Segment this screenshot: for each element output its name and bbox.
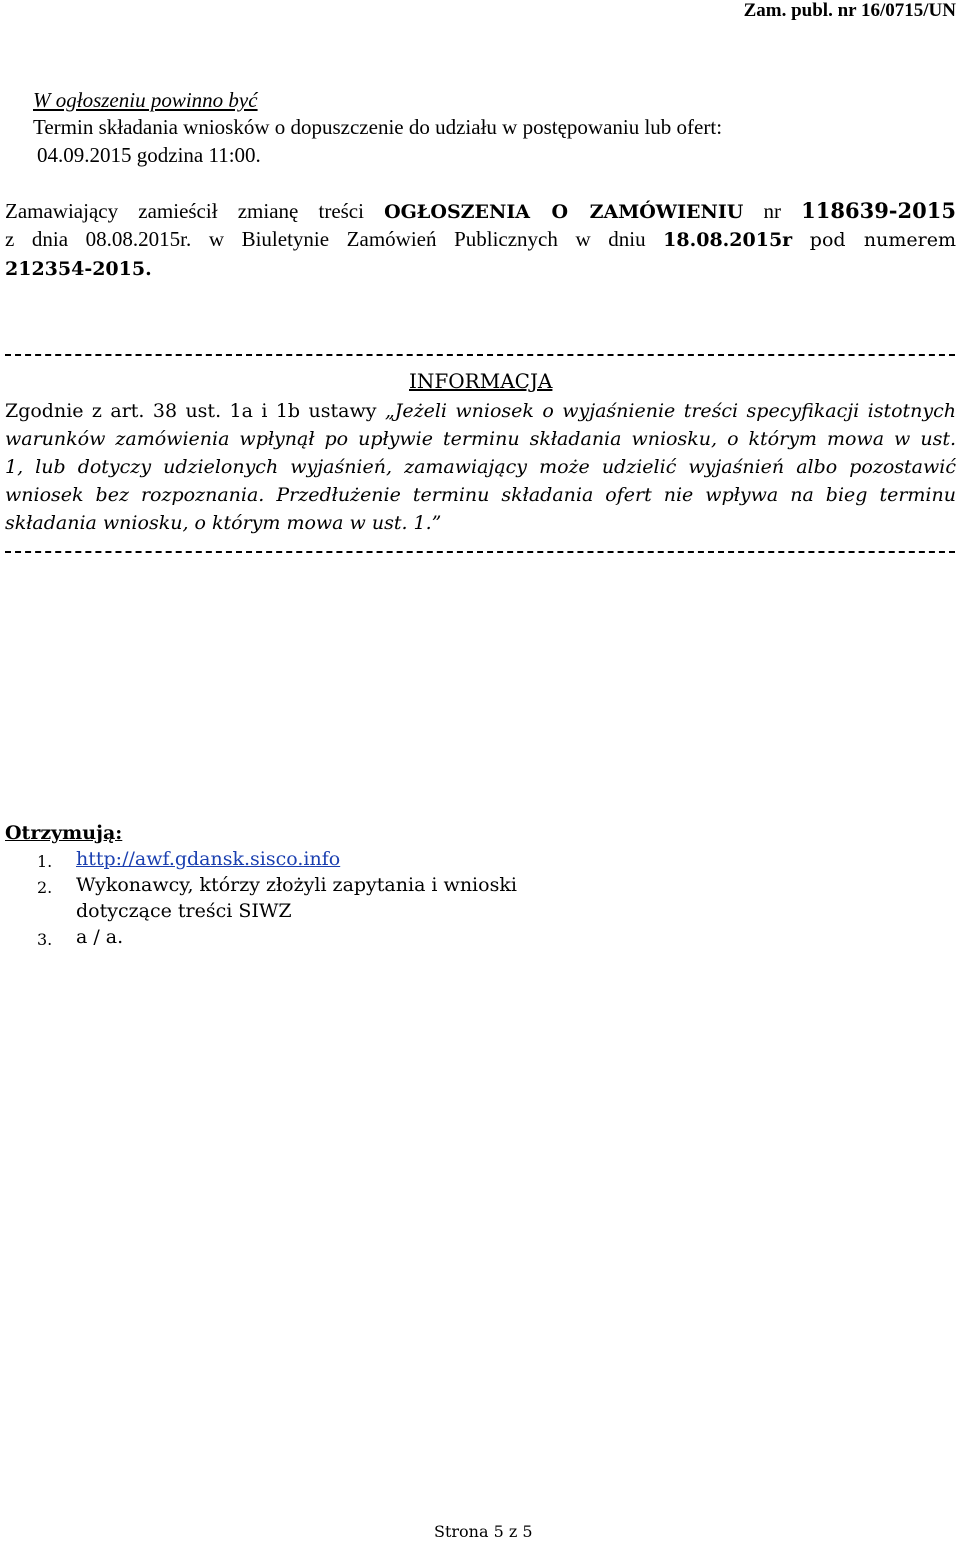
info-text-plain: Zgodnie z art. 38 ust. 1a i 1b ustawy [5,400,377,422]
bulletin-date: 18.08.2015r [663,229,793,251]
page-number: Strona 5 z 5 [434,1522,533,1541]
should-read-title: W ogłoszeniu powinno być [33,88,258,112]
change-notice-text: Zamawiający zamieścił zmianę treści [5,199,364,223]
recipient-text: Wykonawcy, którzy złożyli zapytania i wnioski [76,874,517,896]
info-line-5: składania wniosku, o którym mowa w ust. 1.” [5,512,442,534]
recipient-number: 3. [37,930,53,949]
separator-top [5,354,955,356]
info-line-4 [5,484,956,506]
notice-title: OGŁOSZENIA O ZAMÓWIENIU [384,201,744,223]
deadline-label: Termin składania wniosków o dopuszczenie do udziału w postępowaniu lub ofert: [33,115,723,139]
info-line-2: warunków zamówienia wpłynął po upływie terminu składania wniosku, o którym mowa w ust. [5,428,956,450]
change-notice-line-2 [5,227,956,252]
info-heading: INFORMACJA [409,369,553,393]
info-text-italic: wniosek bez rozpoznania. [5,484,265,506]
bulletin-number: 212354-2015. [5,258,152,280]
recipients-title: Otrzymują: [5,822,123,844]
change-notice-nr: nr [763,199,781,223]
recipient-text-continued: dotyczące treści SIWZ [76,900,292,922]
change-notice-text-2: z dnia 08.08.2015r. w Biuletynie Zamówień Publicznych w dniu [5,227,646,251]
recipient-number: 2. [37,878,53,897]
document-reference: Zam. publ. nr 16/0715/UN [743,0,956,21]
recipient-text: a / a. [76,926,124,948]
separator-bottom [5,551,955,553]
notice-number: 118639-2015 [801,198,956,223]
change-notice-text-3: pod numerem [809,229,956,251]
change-notice-line-1 [5,198,956,224]
info-text-quote-start: „Jeżeli wniosek o wyjaśnienie treści specyfikacji istotnych [384,400,956,422]
info-text-extension: Przedłużenie terminu składania ofert nie wpływa na bieg terminu [276,484,956,506]
info-line-1 [5,400,956,422]
recipient-number: 1. [37,852,53,871]
info-line-3: 1, lub dotyczy udzielonych wyjaśnień, zamawiający może udzielić wyjaśnień albo pozostawić [5,456,956,478]
deadline-value: 04.09.2015 godzina 11:00. [37,143,261,167]
recipient-link[interactable]: http://awf.gdansk.sisco.info [76,848,341,870]
